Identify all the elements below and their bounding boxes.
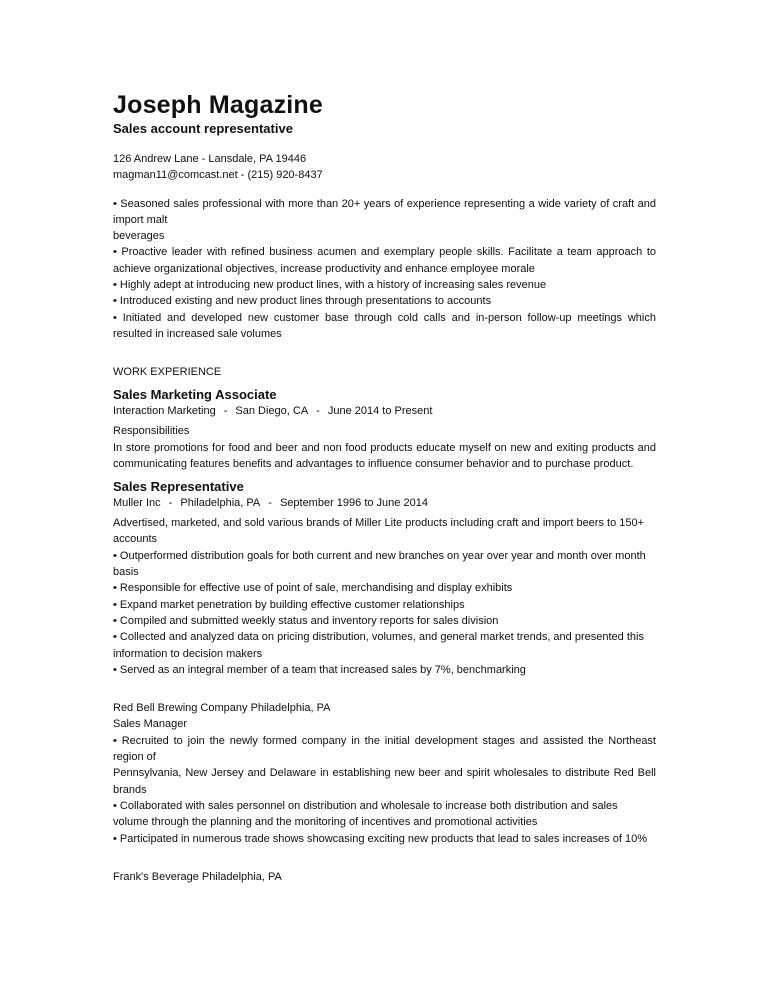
- job-separator: -: [223, 405, 228, 418]
- job-line: Responsibilities: [113, 425, 190, 438]
- address: 126 Andrew Lane - Lansdale, PA 19446: [113, 153, 307, 165]
- job-line: Pennsylvania, New Jersey and Delaware in establishing new beer and spirit wholesales to distribute Red Bell brands: [113, 767, 656, 796]
- job-line: • Participated in numerous trade shows showcasing exciting new products that lead to sales increases of 10%: [113, 832, 647, 845]
- job-company: Muller Inc: [113, 497, 161, 510]
- job-company: Frank's Beverage Philadelphia, PA: [113, 870, 282, 883]
- candidate-headline: Sales account representative: [113, 121, 293, 136]
- resume-content: [113, 90, 656, 885]
- job-company: Red Bell Brewing Company Philadelphia, PA: [113, 702, 331, 715]
- summary-line: • Introduced existing and new product lines through presentations to accounts: [113, 295, 492, 308]
- summary-line: beverages: [113, 230, 165, 243]
- spacer: [113, 678, 656, 700]
- job-company: Interaction Marketing: [113, 405, 216, 418]
- job-line: • Served as an integral member of a team that increased sales by 7%, benchmarking: [113, 663, 526, 676]
- job-entry: [113, 478, 656, 678]
- job-line: • Outperformed distribution goals for both current and new branches on year over year and month over month basis: [113, 549, 646, 579]
- job-separator: -: [268, 497, 272, 510]
- summary-line: • Initiated and developed new customer base through cold calls and in-person follow-up meetings which resulted in increased sale volumes: [113, 311, 656, 340]
- job-entry: [113, 700, 656, 847]
- job-location: Philadelphia, PA: [180, 497, 261, 510]
- summary-section: [113, 196, 656, 343]
- contact-info: magman11@comcast.net - (215) 920-8437: [113, 169, 323, 182]
- job-line: • Collected and analyzed data on pricing distribution, volumes, and general market trends, and presented this information to decision makers: [113, 631, 644, 660]
- job-line: • Responsible for effective use of point of sale, merchandising and display exhibits: [113, 582, 513, 595]
- section-heading-work-experience: WORK EXPERIENCE: [113, 366, 222, 379]
- summary-line: • Highly adept at introducing new product lines, with a history of increasing sales revenue: [113, 279, 547, 292]
- job-separator: -: [316, 405, 320, 418]
- job-line: Advertised, marketed, and sold various brands of Miller Lite products including craft and import beers to 150+ accounts: [113, 517, 645, 546]
- job-dates: June 2014 to Present: [327, 405, 433, 418]
- spacer: [113, 847, 656, 869]
- job-line: • Expand market penetration by building effective customer relationships: [113, 598, 465, 611]
- job-role: Sales Manager: [113, 718, 187, 731]
- job-meta: [113, 403, 656, 419]
- job-line: • Compiled and submitted weekly status and inventory reports for sales division: [113, 614, 499, 627]
- job-line: • Collaborated with sales personnel on distribution and wholesale to increase both distribution and sales volume through the planning and the monitoring of incentives and promotional activities: [113, 799, 618, 829]
- job-entry: [113, 869, 656, 885]
- spacer: [113, 342, 656, 364]
- summary-line: • Seasoned sales professional with more than 20+ years of experience representing a wide variety of craft and import malt: [113, 197, 656, 226]
- job-separator: -: [168, 497, 173, 510]
- job-meta: [113, 495, 656, 511]
- job-title: Sales Marketing Associate: [113, 387, 277, 403]
- candidate-name: Joseph Magazine: [113, 91, 323, 119]
- job-dates: September 1996 to June 2014: [279, 497, 428, 510]
- job-entry: [113, 386, 656, 472]
- spacer: [113, 184, 656, 196]
- job-title: Sales Representative: [113, 479, 244, 495]
- job-line: • Recruited to join the newly formed company in the initial development stages and assisted the Northeast region of: [113, 734, 656, 764]
- summary-line: • Proactive leader with refined business acumen and exemplary people skills. Facilitate a team approach to achieve organizational objectives, increase productivity and enhance employee morale: [113, 246, 656, 275]
- job-line: In store promotions for food and beer and non food products educate myself on new and exiting products and communicating features benefits and advantages to influence consumer behavior and to purchase product.: [113, 441, 656, 470]
- job-location: San Diego, CA: [235, 405, 309, 418]
